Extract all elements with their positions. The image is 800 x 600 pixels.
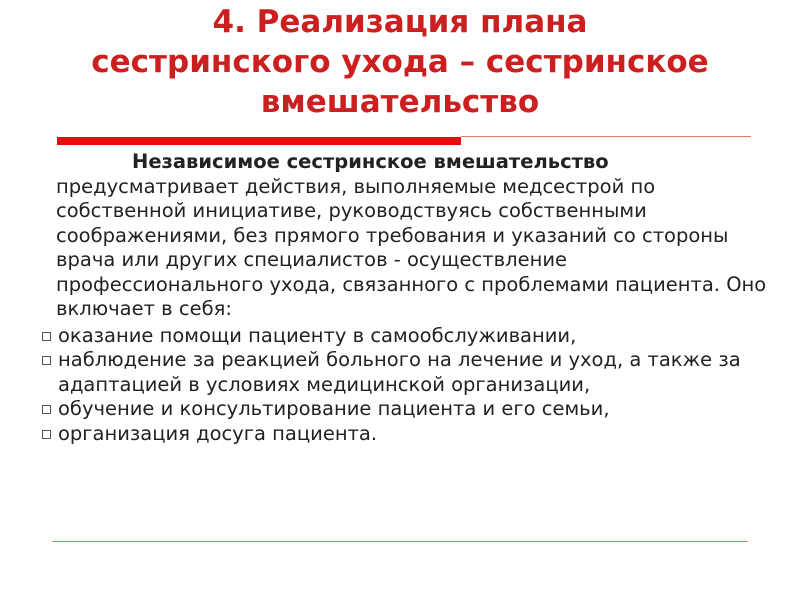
hollow-square-icon	[42, 405, 51, 414]
hollow-square-icon	[42, 332, 51, 341]
slide-title	[20, 2, 780, 122]
bullet-list	[40, 324, 780, 447]
title-divider-thin	[461, 136, 751, 137]
list-item-text: обучение и консультирование пациента и его семьи,	[58, 397, 610, 420]
list-item	[40, 348, 780, 397]
slide-title-line-1: 4. Реализация плана	[212, 4, 588, 40]
list-item-text: наблюдение за реакцией больного на лечение и уход, а также за адаптацией в условиях медицинской организации,	[58, 348, 741, 396]
list-item-text: организация досуга пациента.	[58, 421, 378, 445]
hollow-square-icon	[42, 430, 51, 439]
hollow-square-icon	[42, 356, 51, 365]
footer-divider	[52, 541, 748, 542]
title-divider-thick	[57, 137, 461, 145]
list-item	[40, 324, 780, 349]
list-item-text: оказание помощи пациенту в самообслуживании,	[58, 323, 577, 347]
slide-body	[40, 150, 780, 446]
intro-paragraph	[40, 150, 780, 322]
slide-title-line-3: вмешательство	[260, 84, 540, 120]
slide-title-line-2: сестринского ухода – сестринское	[91, 44, 709, 80]
intro-text: предусматривает действия, выполняемые медсестрой по собственной инициативе, руководствуясь собственными соображениями, без прямого требования и указаний со стороны врача или других специалистов - осуществление профессионального ухода, связанного с проблемами пациента. Оно включает в себя:	[56, 174, 767, 320]
list-item	[40, 422, 780, 447]
intro-lead: Независимое сестринское вмешательство	[132, 150, 609, 173]
list-item	[40, 397, 780, 422]
